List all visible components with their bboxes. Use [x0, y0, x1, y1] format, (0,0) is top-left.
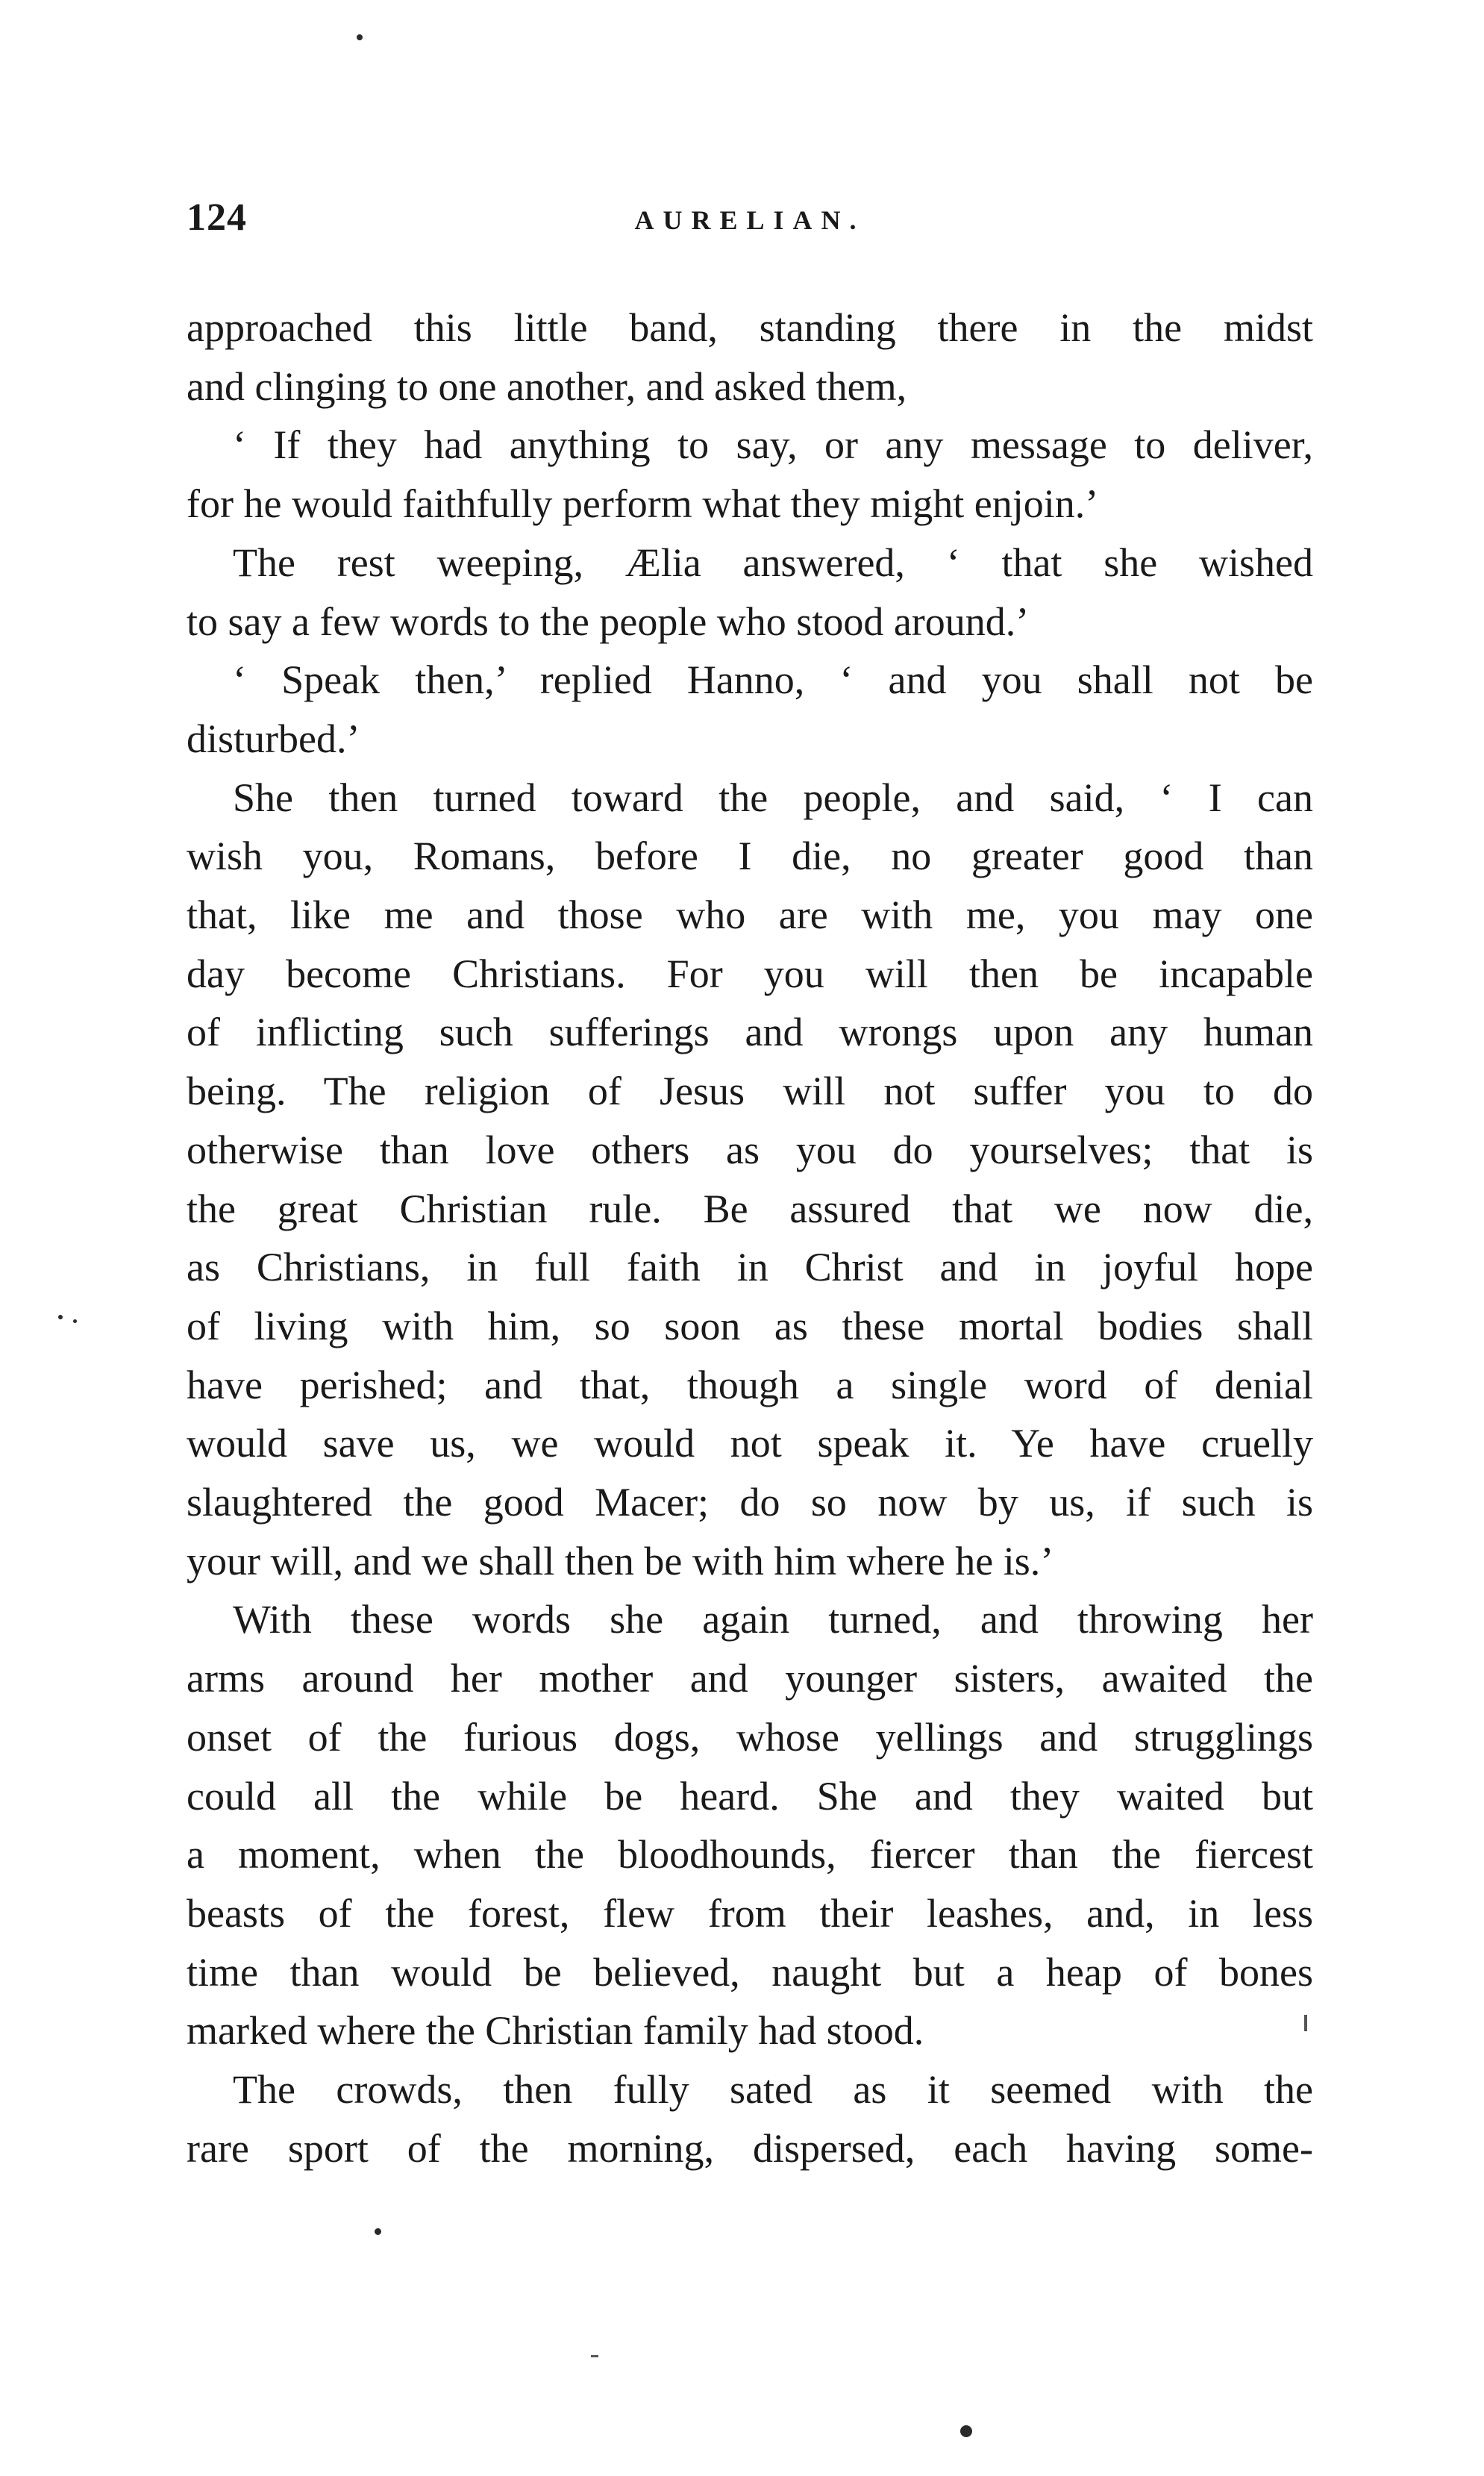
text-line: that, like me and those who are with me, you may one: [187, 892, 1313, 938]
page-header: [187, 196, 1313, 248]
text-line: With these words she again turned, and throwing her: [233, 1597, 1313, 1642]
text-line: disturbed.’: [187, 716, 360, 761]
text-line: wish you, Romans, before I die, no greater good than: [187, 834, 1313, 879]
text-line: to say a few words to the people who stood around.’: [187, 598, 1030, 644]
text-line: arms around her mother and younger sisters, awaited the: [187, 1656, 1313, 1701]
text-line: would save us, we would not speak it. Ye have cruelly: [187, 1421, 1313, 1466]
margin-mark: [1304, 2015, 1307, 2031]
text-line: beasts of the forest, flew from their leashes, and, in less: [187, 1890, 1313, 1936]
margin-speck: [58, 1315, 63, 1319]
body-text: [187, 298, 1313, 2178]
text-line: approached this little band, standing there in the midst: [187, 305, 1313, 350]
text-line: and clinging to one another, and asked them,: [187, 363, 907, 409]
text-line: as Christians, in full faith in Christ and in joyful hope: [187, 1245, 1313, 1290]
text-line: the great Christian rule. Be assured that we now die,: [187, 1186, 1313, 1231]
text-line: of living with him, so soon as these mortal bodies shall: [187, 1303, 1313, 1348]
text-line: a moment, when the bloodhounds, fiercer than the fiercest: [187, 1832, 1313, 1878]
text-line: being. The religion of Jesus will not suffer you to do: [187, 1069, 1313, 1114]
text-line: could all the while be heard. She and they waited but: [187, 1773, 1313, 1819]
top-speck: [357, 34, 363, 40]
text-line: for he would faithfully perform what they might enjoin.’: [187, 481, 1099, 527]
text-line: of inflicting such sufferings and wrongs upon any human: [187, 1010, 1313, 1055]
text-line: ‘ Speak then,’ replied Hanno, ‘ and you shall not be: [233, 657, 1313, 703]
text-line: time than would be believed, naught but a heap of bones: [187, 1949, 1313, 1995]
text-line: marked where the Christian family had stood.: [187, 2008, 924, 2054]
bottom-blot: [960, 2425, 972, 2437]
text-line: The rest weeping, Ælia answered, ‘ that she wished: [233, 540, 1313, 585]
text-line: She then turned toward the people, and said, ‘ I can: [233, 775, 1313, 820]
bottom-mark: [591, 2355, 598, 2357]
text-line: otherwise than love others as you do yourselves; that is: [187, 1127, 1313, 1172]
text-line: rare sport of the morning, dispersed, each having some-: [187, 2125, 1313, 2171]
page-number: 124: [187, 196, 247, 239]
bottom-speck: [375, 2228, 381, 2235]
running-title: AURELIAN.: [634, 205, 865, 235]
text-line: slaughtered the good Macer; do so now by us, if such is: [187, 1480, 1313, 1525]
text-line: onset of the furious dogs, whose yellings and strugglings: [187, 1714, 1313, 1760]
text-line: your will, and we shall then be with him where he is.’: [187, 1538, 1054, 1584]
text-line: have perished; and that, though a single word of denial: [187, 1362, 1313, 1407]
margin-speck: [73, 1319, 77, 1323]
text-line: ‘ If they had anything to say, or any message to deliver,: [233, 422, 1313, 468]
text-line: The crowds, then fully sated as it seemed with the: [233, 2067, 1313, 2113]
text-line: day become Christians. For you will then be incapable: [187, 951, 1313, 996]
